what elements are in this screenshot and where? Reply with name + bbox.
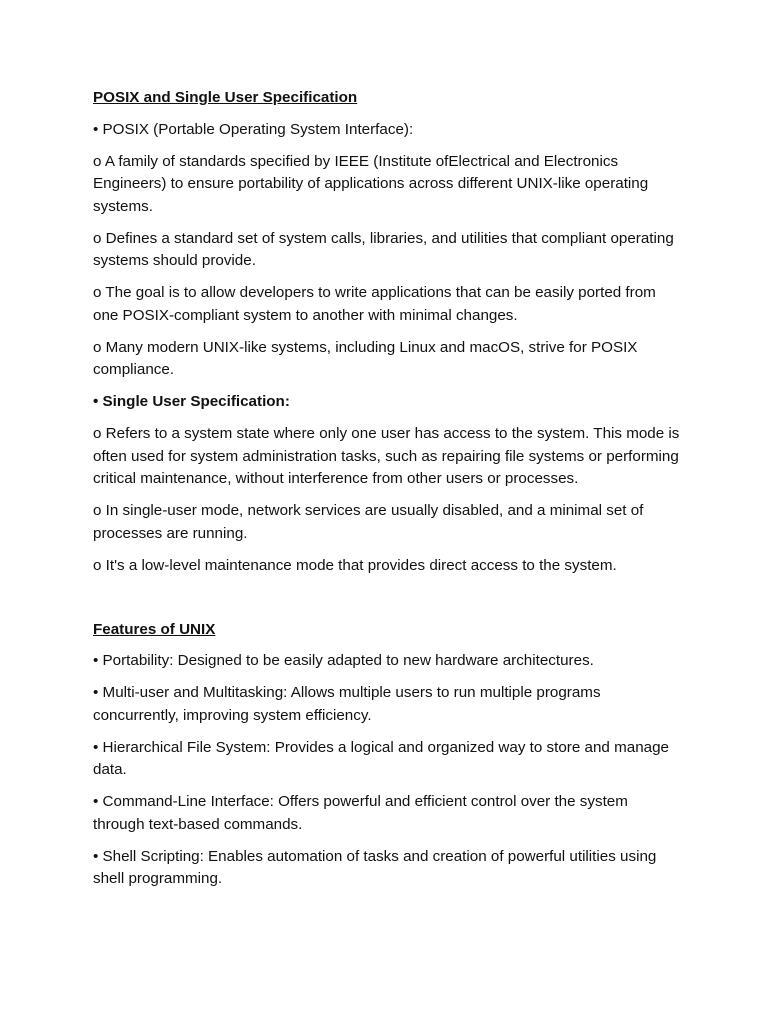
sub-item-standard-set: o Defines a standard set of system calls, libraries, and utilities that compliant operating systems should provide. xyxy=(93,229,674,269)
sub-item-system-state: o Refers to a system state where only one user has access to the system. This mode is often used for system administration tasks, such as repairing file systems or performing critical maintenance, without interference from other users or processes. xyxy=(93,425,680,487)
section-heading-posix: POSIX and Single User Specification xyxy=(93,89,358,106)
feature-shell-scripting: • Shell Scripting: Enables automation of tasks and creation of powerful utilities using shell programming. xyxy=(93,847,657,887)
feature-portability: • Portability: Designed to be easily adapted to new hardware architectures. xyxy=(93,652,594,669)
bullet-single-user: • Single User Specification: xyxy=(93,393,290,410)
bullet-posix: • POSIX (Portable Operating System Interface): xyxy=(93,120,414,138)
sub-item-maintenance-mode: o It's a low-level maintenance mode that provides direct access to the system. xyxy=(93,556,617,574)
feature-multiuser: • Multi-user and Multitasking: Allows multiple users to run multiple programs concurrently, improving system efficiency. xyxy=(93,684,601,724)
sub-item-modern-systems: o Many modern UNIX-like systems, including Linux and macOS, strive for POSIX compliance. xyxy=(93,338,638,378)
sub-item-network-disabled: o In single-user mode, network services are usually disabled, and a minimal set of processes are running. xyxy=(93,502,644,542)
feature-cli: • Command-Line Interface: Offers powerful and efficient control over the system through text-based commands. xyxy=(93,793,628,833)
sub-item-goal: o The goal is to allow developers to write applications that can be easily ported from one POSIX-compliant system to another with minimal changes. xyxy=(93,284,656,324)
section-heading-features: Features of UNIX xyxy=(93,620,216,638)
sub-item-ieee-family: o A family of standards specified by IEEE (Institute ofElectrical and Electronics Engineers) to ensure portability of applications across different UNIX-like operating systems. xyxy=(93,152,649,215)
document-page xyxy=(93,87,683,900)
feature-file-system: • Hierarchical File System: Provides a logical and organized way to store and manage data. xyxy=(93,738,669,778)
section-spacer xyxy=(93,587,683,619)
